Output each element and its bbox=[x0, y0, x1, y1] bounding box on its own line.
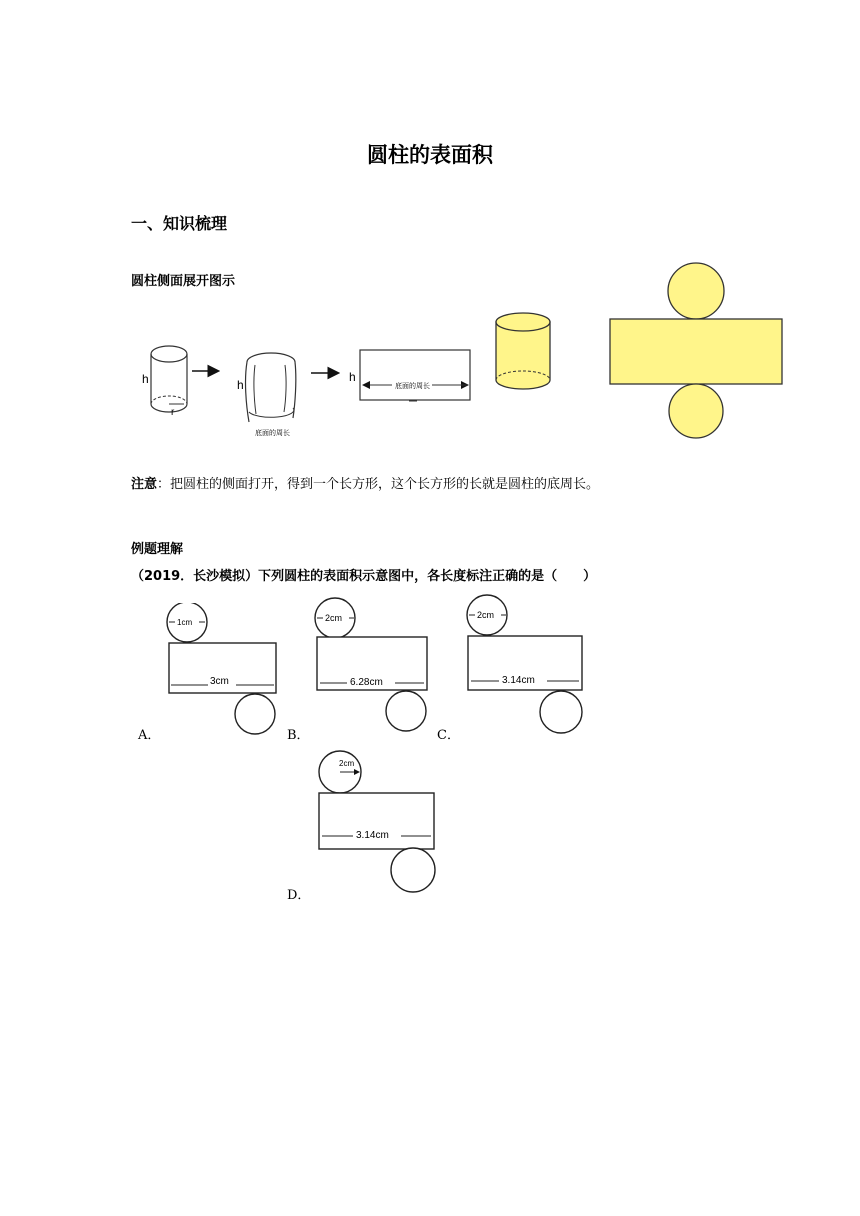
base-perimeter-label: 底面的周长 bbox=[395, 383, 430, 390]
option-d-diagram bbox=[316, 750, 438, 894]
option-b-circle-label: 2cm bbox=[325, 613, 343, 623]
section-heading: 一、知识梳理 bbox=[131, 214, 228, 233]
note-text bbox=[131, 473, 599, 492]
note-body: ：把圆柱的侧面打开，得到一个长方形，这个长方形的长就是圆柱的底周长。 bbox=[157, 477, 600, 492]
page-title: 圆柱的表面积 bbox=[367, 143, 493, 167]
r-label: r bbox=[171, 407, 175, 418]
option-a-letter: A． bbox=[138, 728, 161, 743]
option-c-letter: C． bbox=[437, 728, 460, 743]
option-c-circle-label: 2cm bbox=[477, 610, 495, 620]
question-text: （2019．长沙模拟）下列圆柱的表面积示意图中，各长度标注正确的是（ ） bbox=[131, 569, 597, 584]
yellow-cylinder-net bbox=[610, 263, 782, 438]
option-d-rect-label: 3.14cm bbox=[356, 830, 389, 841]
option-c-rect-label: 3.14cm bbox=[502, 675, 535, 686]
unfolded-rectangle-sketch bbox=[349, 350, 470, 401]
option-b-letter: B． bbox=[287, 728, 310, 743]
base-perimeter-label: 底面的周长 bbox=[255, 430, 290, 437]
cylinder-unfold-diagram bbox=[0, 0, 860, 460]
h-label: h bbox=[349, 370, 356, 384]
example-heading: 例题理解 bbox=[131, 542, 184, 557]
option-b-rect-label: 6.28cm bbox=[350, 677, 383, 688]
h-label: h bbox=[142, 372, 149, 386]
option-d-letter: D． bbox=[287, 888, 311, 903]
option-a-rect-label: 3cm bbox=[210, 676, 229, 687]
option-d-circle-label: 2cm bbox=[339, 759, 355, 768]
opening-cylinder-sketch bbox=[237, 353, 296, 437]
diagram-caption: 圆柱侧面展开图示 bbox=[131, 274, 236, 289]
option-a-diagram bbox=[166, 603, 278, 735]
option-c-diagram bbox=[465, 594, 585, 736]
option-a-circle-label: 1cm bbox=[177, 618, 193, 627]
note-label: 注意 bbox=[131, 477, 158, 492]
h-label: h bbox=[237, 378, 244, 392]
cylinder-sketch bbox=[142, 346, 187, 418]
option-b-diagram bbox=[314, 597, 430, 735]
yellow-cylinder bbox=[496, 313, 550, 389]
